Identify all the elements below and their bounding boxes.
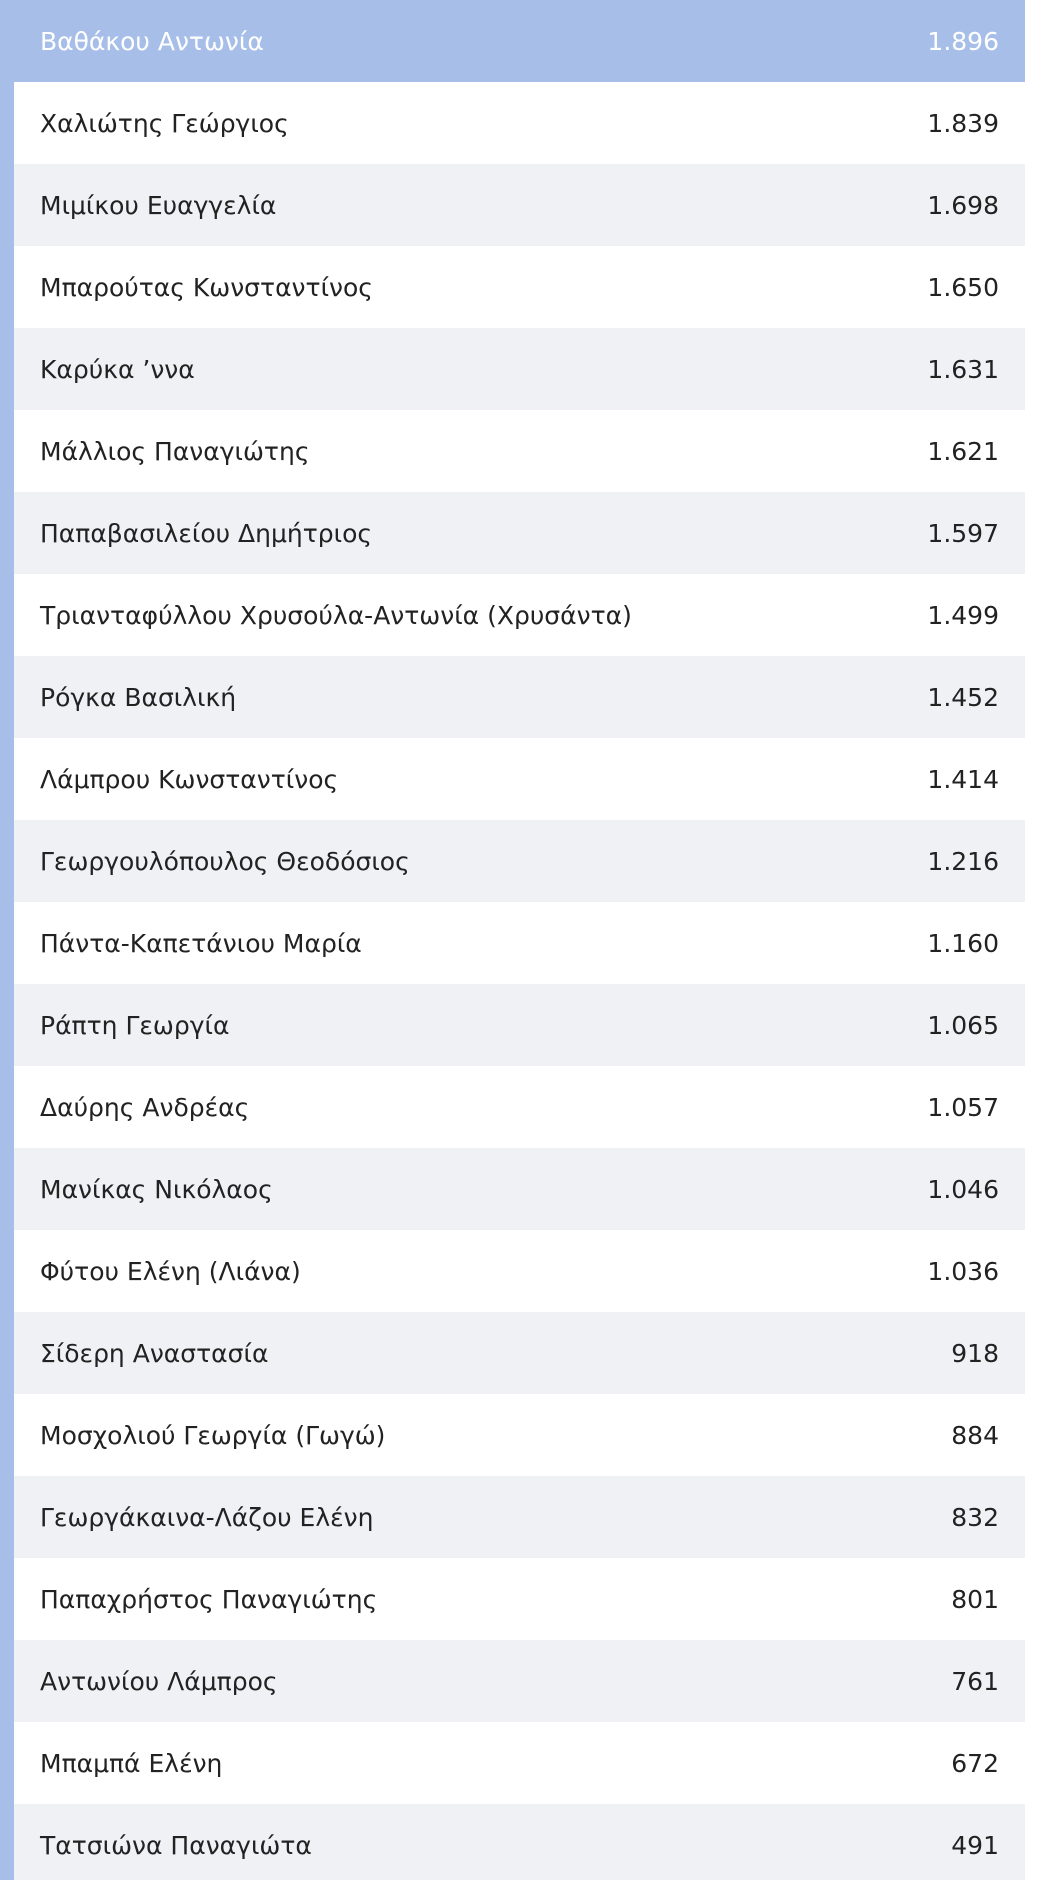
list-item-name: Καρύκα ’ννα	[40, 354, 195, 384]
list-item[interactable]	[14, 820, 1025, 902]
list-item[interactable]	[14, 656, 1025, 738]
list-item-value: 1.046	[927, 1174, 999, 1204]
list-item-name: Πάντα-Καπετάνιου Μαρία	[40, 928, 362, 958]
list-item-value: 832	[951, 1502, 999, 1532]
list-item-value: 1.839	[927, 108, 999, 138]
list-item-value: 1.621	[927, 436, 999, 466]
list-item-name: Παπαβασιλείου Δημήτριος	[40, 518, 373, 548]
list-item[interactable]	[14, 738, 1025, 820]
list-item[interactable]	[14, 902, 1025, 984]
list-item-value: 1.036	[927, 1256, 999, 1286]
list-item-value: 1.216	[927, 846, 999, 876]
list-item[interactable]	[14, 1230, 1025, 1312]
list-item-value: 491	[951, 1830, 999, 1860]
list-item-name: Μάλλιος Παναγιώτης	[40, 436, 310, 466]
list-item-name: Ράπτη Γεωργία	[40, 1010, 230, 1040]
list-item-value: 1.452	[927, 682, 999, 712]
list-item-name: Χαλιώτης Γεώργιος	[40, 108, 289, 138]
list-item[interactable]	[14, 410, 1025, 492]
list-item[interactable]	[14, 1640, 1025, 1722]
list-item-name: Σίδερη Αναστασία	[40, 1338, 269, 1368]
list-item-value: 884	[951, 1420, 999, 1450]
list-item-name: Μπαμπά Ελένη	[40, 1748, 223, 1778]
list-item-value: 1.414	[927, 764, 999, 794]
list-item-name: Ρόγκα Βασιλική	[40, 682, 237, 712]
list-item-value: 1.065	[927, 1010, 999, 1040]
list-item-name: Τριανταφύλλου Χρυσούλα-Αντωνία (Χρυσάντα)	[40, 600, 632, 630]
list-item[interactable]	[14, 246, 1025, 328]
list-item-selected[interactable]	[14, 0, 1025, 82]
list-item[interactable]	[14, 984, 1025, 1066]
list-item-value: 1.698	[927, 190, 999, 220]
results-list	[14, 0, 1025, 1880]
list-item[interactable]	[14, 1558, 1025, 1640]
list-item-value: 1.896	[927, 26, 999, 56]
list-item[interactable]	[14, 574, 1025, 656]
list-item-name: Παπαχρήστος Παναγιώτης	[40, 1584, 378, 1614]
list-item-name: Τατσιώνα Παναγιώτα	[40, 1830, 312, 1860]
list-item[interactable]	[14, 1148, 1025, 1230]
list-item[interactable]	[14, 328, 1025, 410]
list-item[interactable]	[14, 1312, 1025, 1394]
list-item[interactable]	[14, 1066, 1025, 1148]
list-item-value: 672	[951, 1748, 999, 1778]
list-item-name: Γεωργάκαινα-Λάζου Ελένη	[40, 1502, 374, 1532]
accent-bar	[0, 0, 14, 1880]
list-item[interactable]	[14, 1722, 1025, 1804]
list-item[interactable]	[14, 1394, 1025, 1476]
list-item-name: Μανίκας Νικόλαος	[40, 1174, 273, 1204]
list-item-name: Αντωνίου Λάμπρος	[40, 1666, 278, 1696]
list-item-value: 761	[951, 1666, 999, 1696]
list-item-value: 1.631	[927, 354, 999, 384]
list-item[interactable]	[14, 1476, 1025, 1558]
list-item-value: 1.499	[927, 600, 999, 630]
list-item-value: 801	[951, 1584, 999, 1614]
list-item-name: Βαθάκου Αντωνία	[40, 26, 264, 56]
list-item-name: Μπαρούτας Κωνσταντίνος	[40, 272, 373, 302]
list-item[interactable]	[14, 1804, 1025, 1880]
list-item-name: Λάμπρου Κωνσταντίνος	[40, 764, 339, 794]
list-item-value: 1.160	[927, 928, 999, 958]
list-item-name: Δαύρης Ανδρέας	[40, 1092, 250, 1122]
list-item[interactable]	[14, 492, 1025, 574]
list-item-name: Μοσχολιού Γεωργία (Γωγώ)	[40, 1420, 386, 1450]
list-item[interactable]	[14, 82, 1025, 164]
list-item-value: 1.597	[927, 518, 999, 548]
list-item-value: 918	[951, 1338, 999, 1368]
list-item-name: Μιμίκου Ευαγγελία	[40, 190, 277, 220]
list-item[interactable]	[14, 164, 1025, 246]
list-item-value: 1.650	[927, 272, 999, 302]
list-item-name: Φύτου Ελένη (Λιάνα)	[40, 1256, 301, 1286]
list-item-value: 1.057	[927, 1092, 999, 1122]
list-item-name: Γεωργουλόπουλος Θεοδόσιος	[40, 846, 410, 876]
